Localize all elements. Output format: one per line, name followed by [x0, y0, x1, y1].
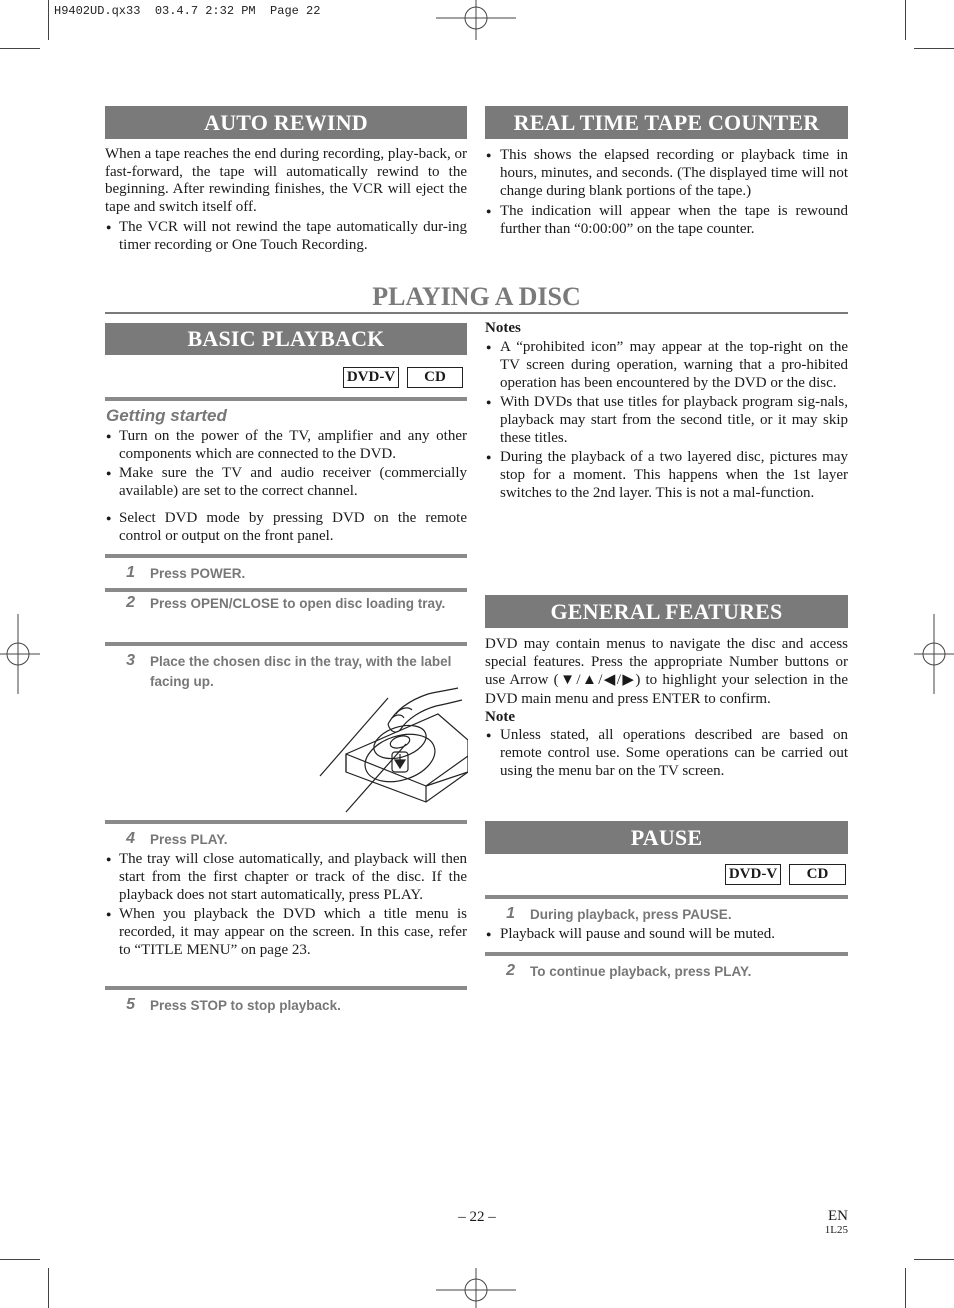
- bullet-item: ● When you playback the DVD which a title menu is recorded, it may appear on the screen. In this case, refer to “TITLE MENU” on page 23.: [105, 905, 467, 959]
- general-features-section: [485, 595, 848, 780]
- section-rule: [485, 952, 848, 956]
- auto-rewind-bullets: [105, 218, 467, 254]
- section-rule: [105, 554, 467, 558]
- bullet-item: ● Playback will pause and sound will be muted.: [485, 925, 848, 943]
- crop-mark: [48, 1268, 49, 1308]
- registration-mark-top: [436, 0, 516, 40]
- step-number: 1: [506, 905, 515, 922]
- tape-counter-section: [485, 106, 848, 238]
- dvd-v-badge: DVD-V: [343, 367, 399, 388]
- basic-playback-badges: [343, 367, 463, 388]
- step-text: Press POWER.: [150, 566, 246, 581]
- auto-rewind-body: When a tape reaches the end during recording, play-back, or fast-forward, the tape will automatically rewind to the beginning. After rewinding finishes, the VCR will eject the tape and switch itself off.: [105, 146, 467, 215]
- section-rule: [105, 820, 467, 824]
- step-text: Press STOP to stop playback.: [150, 998, 341, 1013]
- section-rule: [105, 986, 467, 990]
- step-text: Press OPEN/CLOSE to open disc loading tray.: [150, 596, 446, 611]
- crop-mark: [48, 0, 49, 40]
- step-4-bullets: [105, 850, 467, 959]
- step-text: Press PLAY.: [150, 832, 228, 847]
- disc-tray-illustration: [318, 684, 468, 814]
- basic-playback-heading-wrap: [105, 323, 467, 355]
- notes-bullets: [485, 338, 848, 502]
- bullet-item: ● With DVDs that use titles for playback program sig-nals, playback may start from the second title, or it may skip these titles.: [485, 393, 848, 447]
- crop-mark: [914, 48, 954, 49]
- pause-notes: [485, 925, 848, 943]
- crop-mark: [914, 1259, 954, 1260]
- general-features-bullets: [485, 726, 848, 780]
- crop-mark: [0, 1259, 40, 1260]
- step-number: 2: [506, 962, 515, 979]
- step-number: 1: [126, 564, 135, 581]
- getting-started-bullets: [105, 427, 467, 545]
- notes-heading: Notes: [485, 320, 521, 336]
- section-rule: [485, 895, 848, 899]
- bullet-item: ● A “prohibited icon” may appear at the top-right on the TV screen during operation, warning that a pro-hibited operation has been encountered by the DVD or the disc.: [485, 338, 848, 392]
- bullet-item: ● This shows the elapsed recording or playback time in hours, minutes, and seconds. (The displayed time will not change during blank portions of the tape.): [485, 146, 848, 200]
- section-rule: [105, 588, 467, 592]
- section-rule: [105, 642, 467, 646]
- step-number: 3: [126, 652, 135, 669]
- getting-started-heading: Getting started: [106, 406, 227, 425]
- registration-mark-right: [914, 614, 954, 694]
- crop-mark: [905, 1268, 906, 1308]
- auto-rewind-section: [105, 106, 467, 254]
- registration-mark-bottom: [436, 1268, 516, 1308]
- crop-mark: [0, 48, 40, 49]
- bullet-item: ● Select DVD mode by pressing DVD on the remote control or output on the front panel.: [105, 509, 467, 545]
- pause-heading: PAUSE: [485, 821, 848, 854]
- dvd-v-badge: DVD-V: [725, 864, 781, 885]
- bullet-item: ● The indication will appear when the tape is rewound further than “0:00:00” on the tape counter.: [485, 202, 848, 238]
- notes-section: [485, 319, 848, 502]
- section-rule: [105, 397, 467, 401]
- bullet-item: ● Turn on the power of the TV, amplifier and any other components which are connected to the DVD.: [105, 427, 467, 463]
- cd-badge: CD: [407, 367, 463, 388]
- step-number: 2: [126, 594, 135, 611]
- general-features-body: DVD may contain menus to navigate the disc and access special features. Press the appropriate Number buttons or use Arrow (▼/▲/◀/▶) to highlight your selection in the DVD main menu and press ENTER to confirm.: [485, 636, 848, 707]
- basic-playback-heading: BASIC PLAYBACK: [105, 323, 467, 355]
- pause-bullets: [485, 925, 848, 943]
- general-features-heading: GENERAL FEATURES: [485, 595, 848, 628]
- file-slug: H9402UD.qx33 03.4.7 2:32 PM Page 22: [54, 4, 321, 18]
- page-title: PLAYING A DISC: [372, 282, 581, 311]
- bullet-item: ● During the playback of a two layered disc, pictures may stop for a moment. This happens when the 1st layer switches to the 2nd layer. This is not a mal-function.: [485, 448, 848, 502]
- step-text: Place the chosen disc in the tray, with the label facing up.: [150, 654, 452, 689]
- bullet-item: ● Unless stated, all operations described are based on remote control use. Some operations can be carried out using the menu bar on the TV screen.: [485, 726, 848, 780]
- step-text: To continue playback, press PLAY.: [530, 964, 752, 979]
- pause-badges: [725, 864, 846, 885]
- bullet-item: ● The tray will close automatically, and playback will then start from the first chapter or track of the disc. If the playback does not start automatically, press PLAY.: [105, 850, 467, 904]
- page-number: – 22 –: [458, 1209, 496, 1225]
- step-number: 4: [126, 830, 135, 847]
- tape-counter-heading: REAL TIME TAPE COUNTER: [485, 106, 848, 139]
- cd-badge: CD: [789, 864, 846, 885]
- step-4-notes: [105, 850, 467, 959]
- auto-rewind-heading: AUTO REWIND: [105, 106, 467, 139]
- step-text: During playback, press PAUSE.: [530, 907, 732, 922]
- model-code: 1L25: [824, 1224, 848, 1236]
- language-code: EN: [828, 1208, 848, 1224]
- registration-mark-left: [0, 614, 40, 694]
- tape-counter-bullets: [485, 146, 848, 238]
- step-number: 5: [126, 996, 135, 1013]
- bullet-item: ● The VCR will not rewind the tape automatically dur-ing timer recording or One Touch Recording.: [105, 218, 467, 254]
- pause-heading-wrap: [485, 821, 848, 854]
- getting-started-list: [105, 427, 467, 545]
- bullet-item: ● Make sure the TV and audio receiver (commercially available) are set to the correct channel.: [105, 464, 467, 500]
- crop-mark: [905, 0, 906, 40]
- general-features-note-heading: Note: [485, 708, 515, 725]
- page-title-rule: [105, 312, 848, 314]
